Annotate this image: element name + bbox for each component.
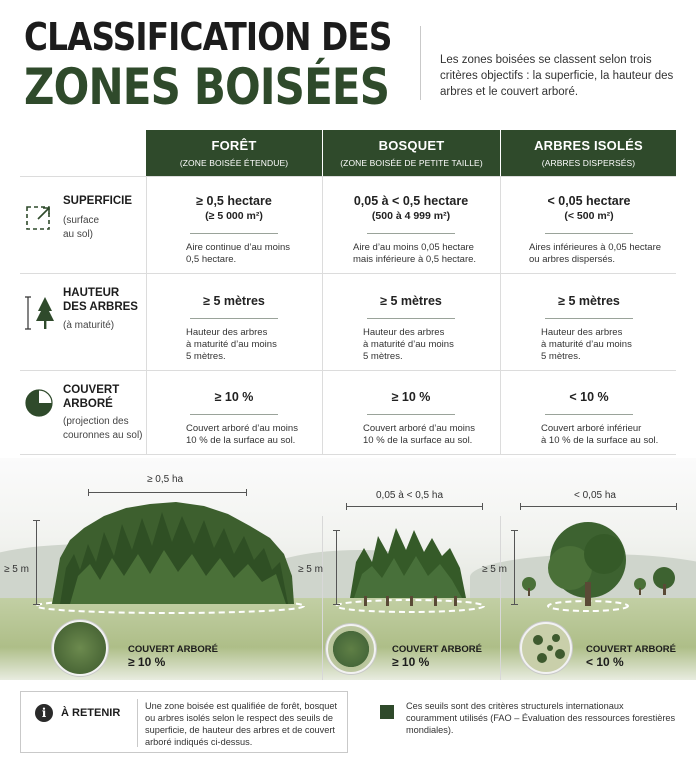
canopy-sparse-icon	[520, 622, 572, 674]
column-subtitle: (ZONE BOISÉE ÉTENDUE)	[179, 158, 289, 168]
cell-note: à maturité d’au moins	[186, 339, 277, 350]
column-subtitle: (ZONE BOISÉE DE PETITE TAILLE)	[340, 158, 483, 168]
forest-trees-icon	[36, 502, 304, 613]
cell-note: Aire continue d’au moins	[186, 242, 291, 253]
cell-rule	[190, 318, 278, 319]
tree-height-icon	[24, 291, 54, 335]
cell-rule	[545, 318, 633, 319]
title-line-2: ZONES BOISÉES	[24, 58, 390, 116]
dimension-tick	[676, 503, 677, 510]
cell-note: ou arbres dispersés.	[529, 254, 616, 265]
dashed-square-area-icon	[24, 202, 54, 232]
cover-tag	[586, 644, 676, 668]
isolated-tree-icon	[522, 522, 675, 611]
cell-rule	[367, 233, 455, 234]
cell-bosquet-superficie	[323, 194, 499, 266]
criterion-name: SUPERFICIE	[63, 195, 133, 207]
dimension-tick	[246, 489, 247, 496]
canopy-pie-icon	[24, 388, 54, 418]
height-dimension-line	[36, 520, 37, 604]
height-label: ≥ 5 m	[482, 564, 507, 575]
cell-note: Couvert arboré d’au moins	[186, 423, 298, 434]
retenir-divider	[137, 699, 138, 747]
criterion-desc: (surface	[63, 215, 100, 226]
cell-arbres-couvert	[501, 390, 677, 447]
area-label: 0,05 à < 0,5 ha	[376, 490, 444, 501]
page-title	[24, 15, 459, 116]
cell-value: ≥ 10 %	[391, 390, 431, 404]
area-dimension-line	[520, 506, 676, 507]
column-header-foret	[146, 130, 322, 176]
title-line-1: CLASSIFICATION DES	[24, 15, 392, 59]
dimension-tick	[520, 503, 521, 510]
criterion-name: DES ARBRES	[63, 301, 138, 313]
cover-label: COUVERT ARBORÉ	[128, 644, 218, 655]
cell-note: 5 mètres.	[186, 351, 226, 362]
grove-trees-icon	[336, 528, 484, 612]
cell-note: à maturité d’au moins	[363, 339, 454, 350]
cell-arbres-hauteur	[501, 294, 677, 363]
cell-note: Couvert arboré d’au moins	[363, 423, 475, 434]
height-label: ≥ 5 m	[4, 564, 29, 575]
dimension-tick	[33, 520, 40, 521]
area-label: < 0,05 ha	[574, 490, 616, 501]
intro-text: Les zones boisées se classent selon trois critères objectifs : la superficie, la hauteur des arbres et le couvert arboré.	[440, 54, 674, 98]
cell-value: ≥ 5 mètres	[203, 294, 265, 308]
cell-note: mais inférieure à 0,5 hectare.	[353, 254, 477, 265]
retenir-box	[20, 691, 348, 753]
canopy-medium-icon	[326, 624, 376, 674]
criterion-desc: au sol)	[63, 229, 94, 240]
column-title: FORÊT	[211, 138, 257, 153]
dimension-tick	[511, 604, 518, 605]
height-dimension-line	[336, 530, 337, 604]
cell-rule	[545, 233, 633, 234]
cell-value: ≥ 10 %	[214, 390, 254, 404]
height-label: ≥ 5 m	[298, 564, 323, 575]
cover-value: ≥ 10 %	[128, 655, 166, 669]
cell-note: Aires inférieures à 0,05 hectare	[529, 242, 662, 253]
cell-note: Hauteur des arbres	[541, 327, 623, 338]
area-dimension-line	[346, 506, 482, 507]
height-dimension-line	[514, 530, 515, 604]
cell-rule	[367, 414, 455, 415]
criterion-superficie	[20, 176, 146, 273]
cell-note: 0,5 hectare.	[186, 254, 237, 265]
column-title: BOSQUET	[378, 138, 445, 153]
cell-value: ≥ 5 mètres	[380, 294, 442, 308]
cell-note: 5 mètres.	[363, 351, 403, 362]
dimension-tick	[511, 530, 518, 531]
cell-value: < 10 %	[569, 390, 609, 404]
source-marker-icon	[380, 705, 394, 719]
cell-note: Aire d’au moins 0,05 hectare	[353, 242, 474, 253]
canopy-dense-icon	[52, 620, 108, 676]
retenir-text: Une zone boisée est qualifiée de forêt, bosquet ou arbres isolés selon le respect des seuils de superficie, de hauteur des arbres et de couvert arboré indiqués ci-dessus.	[145, 701, 338, 747]
dimension-tick	[346, 503, 347, 510]
column-header-arbres-isoles	[501, 130, 676, 176]
criterion-desc: couronnes au sol)	[63, 430, 143, 441]
column-header-bosquet	[323, 130, 500, 176]
info-icon: i	[35, 704, 53, 722]
cover-tag	[392, 644, 482, 668]
area-dimension-line	[88, 492, 246, 493]
landscape-illustration	[0, 458, 696, 680]
cell-rule	[367, 318, 455, 319]
cell-foret-superficie	[146, 194, 322, 266]
criterion-desc: (à maturité)	[63, 320, 115, 331]
cell-value-secondary: (≥ 5 000 m²)	[205, 210, 263, 222]
source-text: Ces seuils sont des critères structurels internationaux couramment utilisés (FAO – Évaluation des ressources forestières mondiales).	[406, 701, 676, 735]
cell-value-secondary: (500 à 4 999 m²)	[371, 210, 451, 222]
cell-value: ≥ 5 mètres	[558, 294, 620, 308]
cell-note: à maturité d’au moins	[541, 339, 632, 350]
cell-bosquet-hauteur	[323, 294, 499, 363]
cell-note: Hauteur des arbres	[186, 327, 268, 338]
cover-label: COUVERT ARBORÉ	[586, 644, 676, 655]
cell-note: 10 % de la surface au sol.	[363, 435, 473, 446]
cell-value: 0,05 à < 0,5 hectare	[353, 194, 469, 208]
dimension-tick	[482, 503, 483, 510]
cell-value-secondary: (< 500 m²)	[564, 210, 614, 222]
cover-label: COUVERT ARBORÉ	[392, 644, 482, 655]
cell-note: Couvert arboré inférieur	[541, 423, 642, 434]
cell-note: 5 mètres.	[541, 351, 581, 362]
cell-value: ≥ 0,5 hectare	[196, 194, 272, 208]
dimension-tick	[33, 604, 40, 605]
criterion-name: COUVERT	[63, 384, 120, 396]
criterion-hauteur	[20, 273, 146, 370]
dimension-tick	[333, 530, 340, 531]
cell-note: 10 % de la surface au sol.	[186, 435, 296, 446]
cell-arbres-superficie	[501, 194, 677, 266]
cover-tag	[128, 644, 218, 668]
dimension-tick	[88, 489, 89, 496]
criterion-name: HAUTEUR	[63, 287, 120, 299]
cell-note: Hauteur des arbres	[363, 327, 445, 338]
cell-value: < 0,05 hectare	[547, 194, 631, 208]
cover-value: < 10 %	[586, 655, 624, 669]
cell-rule	[190, 233, 278, 234]
cell-rule	[190, 414, 278, 415]
column-title: ARBRES ISOLÉS	[534, 138, 643, 153]
criterion-couvert	[20, 370, 146, 454]
table-divider	[20, 454, 676, 455]
cell-foret-couvert	[146, 390, 322, 447]
criterion-desc: (projection des	[63, 416, 129, 427]
column-subtitle: (ARBRES DISPERSÉS)	[541, 158, 636, 168]
cover-value: ≥ 10 %	[392, 655, 430, 669]
area-label: ≥ 0,5 ha	[147, 474, 184, 485]
criterion-name: ARBORÉ	[63, 398, 113, 410]
header-divider	[420, 26, 421, 100]
retenir-label: À RETENIR	[61, 707, 121, 719]
cell-foret-hauteur	[146, 294, 322, 363]
cell-note: à 10 % de la surface au sol.	[541, 435, 659, 446]
dimension-tick	[333, 604, 340, 605]
cell-rule	[545, 414, 633, 415]
cell-bosquet-couvert	[323, 390, 499, 447]
